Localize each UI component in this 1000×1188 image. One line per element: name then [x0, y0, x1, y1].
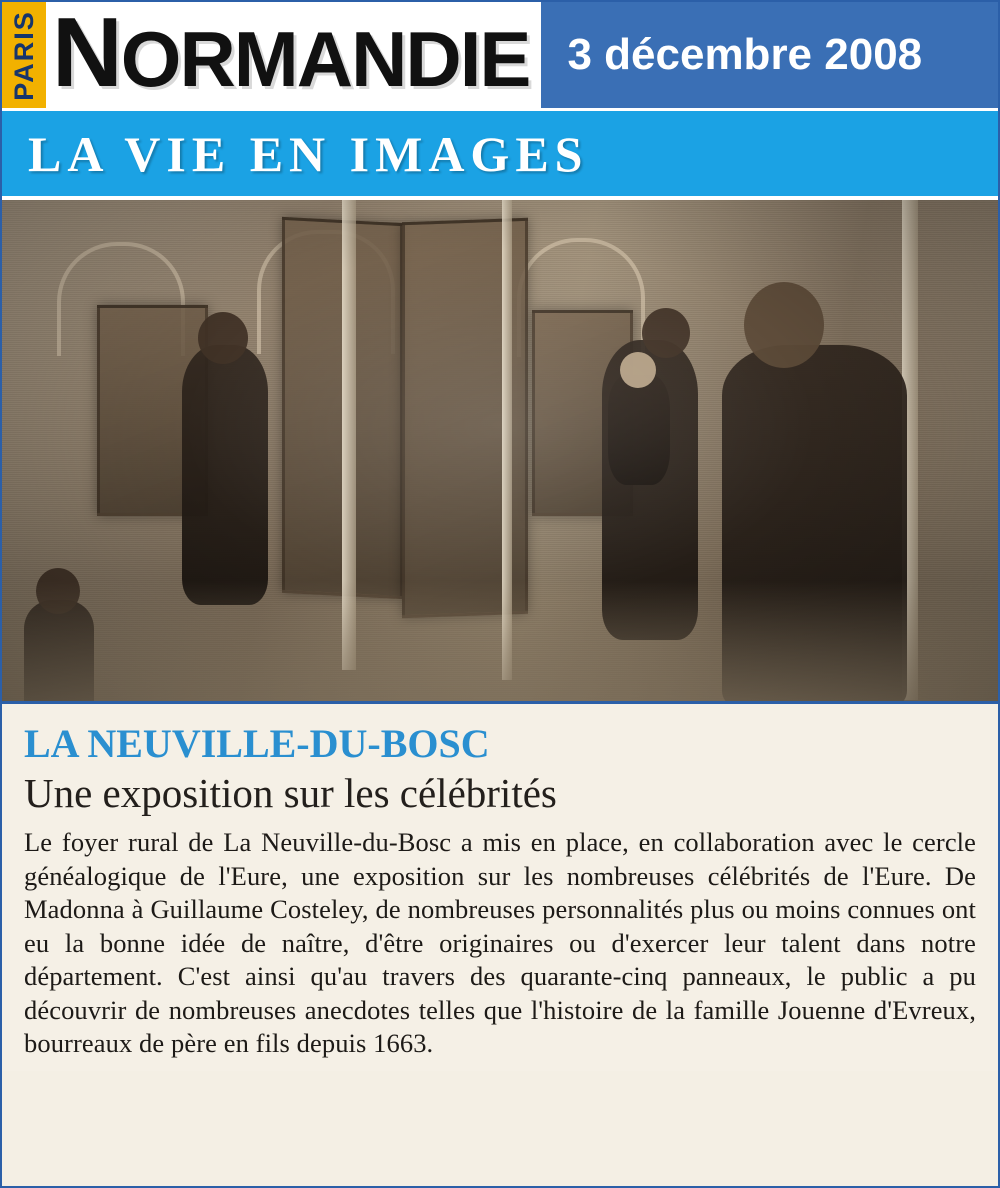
masthead-title: [52, 2, 530, 107]
issue-date: 3 décembre 2008: [567, 30, 923, 79]
section-band: [2, 108, 998, 196]
paris-vertical-label: [2, 2, 46, 108]
photo-vignette: [2, 200, 998, 701]
paris-text: PARIS: [8, 9, 39, 101]
article-headline: Une exposition sur les célébrités: [24, 770, 557, 816]
article-kicker: LA NEUVILLE-DU-BOSC: [24, 721, 490, 766]
masthead-title-rest: ORMANDIE: [120, 14, 530, 103]
article-body: Le foyer rural de La Neuville-du-Bosc a mis en place, en collaboration avec le cercle généalogique de l'Eure, une exposition sur les nombreuses célébrités de l'Eure. De Madonna à Guillaume Costeley, de nombreuses personnalités plus ou moins connues ont eu la bonne idée de naître, d'être originaires ou d'exercer leur talent dans notre département. C'est ainsi qu'au travers des quarante-cinq panneaux, le public a pu découvrir de nombreuses anecdotes telles que l'histoire de la famille Jouenne d'Evreux, bourreaux de père en fils depuis 1663.: [24, 827, 976, 1058]
article-photo: [2, 196, 998, 701]
masthead-title-initial: N: [52, 2, 121, 107]
section-label: LA VIE EN IMAGES: [28, 125, 589, 182]
article-text-block: [2, 701, 998, 1071]
masthead: [2, 2, 998, 108]
masthead-title-block: [46, 2, 541, 108]
